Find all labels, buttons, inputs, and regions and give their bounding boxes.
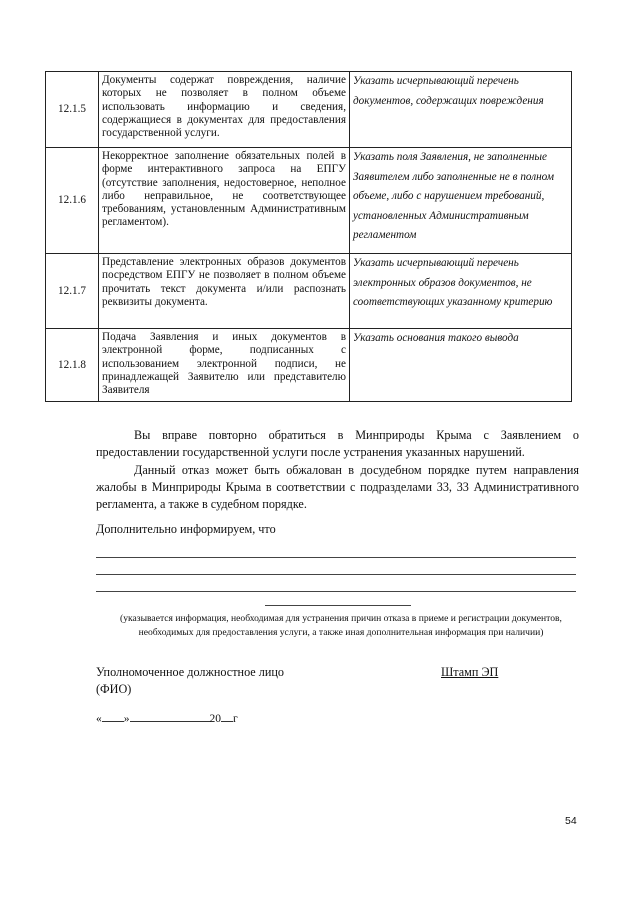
page-number: 54 (565, 815, 577, 827)
additional-info-fill-line[interactable] (96, 591, 576, 592)
row-description: Представление электронных образов документов посредством ЕПГУ не позволяет в полном объеме прочитать текст документа и/или распознать реквизиты документа. (99, 254, 350, 329)
table-row (46, 148, 572, 254)
row-description: Подача Заявления и иных документов в электронной форме, подписанных с использованием электронной подписи, не принадлежащей Заявителю или представителю Заявителя (99, 329, 350, 402)
additional-info-fill-line[interactable] (96, 574, 576, 575)
year-suffix: г (233, 713, 238, 725)
row-action: Указать поля Заявления, не заполненные Заявителем либо заполненные не в полном объеме, либо с нарушением требований, установленных Административным регламентом (350, 148, 572, 254)
fio-label: (ФИО) (96, 682, 132, 696)
year-prefix: 20 (209, 713, 221, 725)
refusal-reasons-table (45, 71, 572, 402)
signature-block (96, 664, 284, 698)
date-field (96, 709, 238, 728)
row-number: 12.1.7 (46, 254, 99, 329)
row-action: Указать исчерпывающий перечень документов, содержащих повреждения (350, 72, 572, 148)
day-blank[interactable] (102, 709, 124, 722)
row-action: Указать основания такого вывода (350, 329, 572, 402)
date-close-quote: » (123, 713, 130, 725)
appeal-paragraph: Данный отказ может быть обжалован в досудебном порядке путем направления жалобы в Минприроды Крыма в соответствии с подразделами 33, 33 Административного регламента, а также в судебном порядке. (96, 463, 579, 512)
row-action: Указать исчерпывающий перечень электронных образов документов, не соответствующих указанному критерию (350, 254, 572, 329)
row-description: Некорректное заполнение обязательных полей в форме интерактивного запроса на ЕПГУ (отсутствие заполнения, недостоверное, неполное либо неправильное, не соответствующее требованиям, установленным Административным регламентом). (99, 148, 350, 254)
footnote (96, 612, 586, 640)
table-row (46, 254, 572, 329)
table-row (46, 329, 572, 402)
row-number: 12.1.5 (46, 72, 99, 148)
date-open-quote: « (96, 713, 102, 725)
footnote-line-1: (указывается информация, необходимая для устранения причин отказа в приеме и регистрации документов, (120, 613, 562, 624)
row-number: 12.1.8 (46, 329, 99, 402)
row-description: Документы содержат повреждения, наличие которых не позволяет в полном объеме использовать информацию и сведения, содержащиеся в документах для предоставления государственной услуги. (99, 72, 350, 148)
month-blank[interactable] (130, 709, 210, 722)
year-blank[interactable] (221, 709, 233, 722)
row-number: 12.1.6 (46, 148, 99, 254)
official-title: Уполномоченное должностное лицо (96, 665, 284, 679)
additional-info-label: Дополнительно информируем, что (96, 522, 276, 536)
separator-line (265, 605, 411, 606)
resubmit-paragraph: Вы вправе повторно обратиться в Минприроды Крыма с Заявлением о предоставлении государственной услуги после устранения указанных нарушений. (96, 428, 579, 460)
footnote-line-2: необходимых для предоставления услуги, а также иная дополнительная информация при наличии) (138, 627, 544, 639)
additional-info-fill-line[interactable] (96, 557, 576, 558)
table-row (46, 72, 572, 148)
stamp-label: Штамп ЭП (441, 665, 499, 679)
